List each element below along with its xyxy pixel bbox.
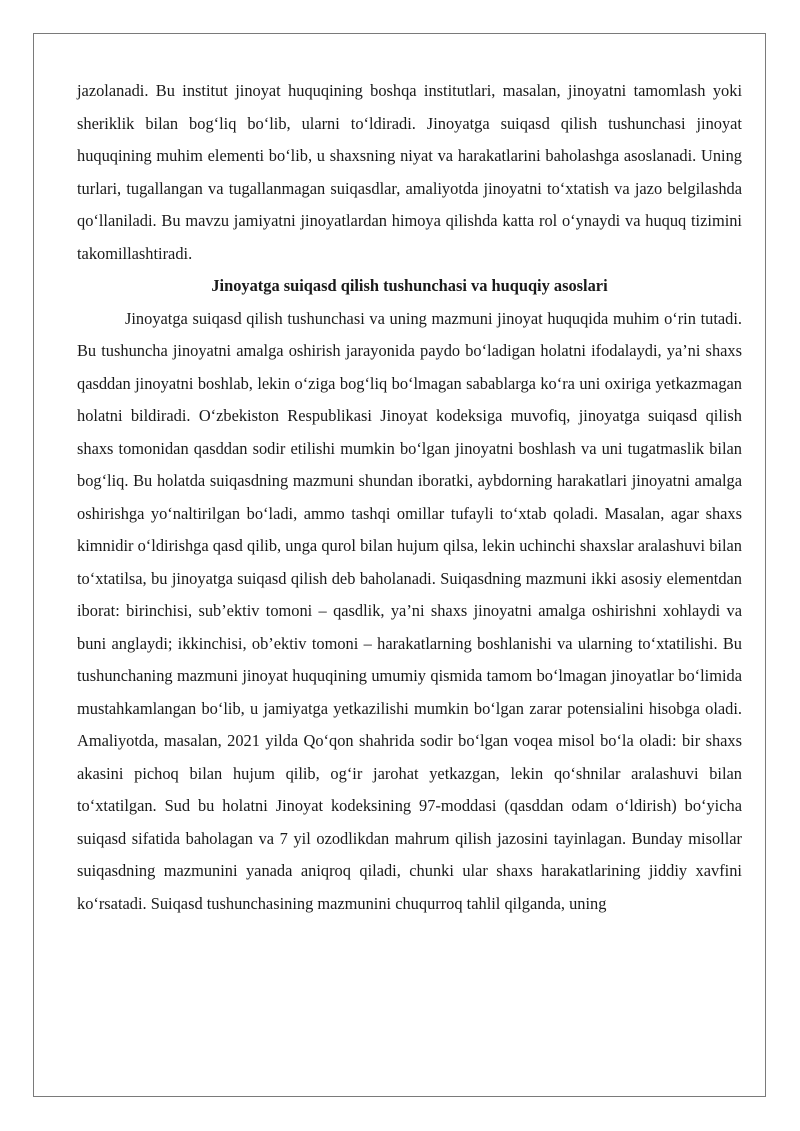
document-body xyxy=(77,75,742,920)
section-heading: Jinoyatga suiqasd qilish tushunchasi va huquqiy asoslari xyxy=(211,276,608,295)
paragraph-intro-continuation: jazolanadi. Bu institut jinoyat huquqining boshqa institutlari, masalan, jinoyatni tamomlash yoki sheriklik bilan bog‘liq bo‘lib, ularni to‘ldiradi. Jinoyatga suiqasd qilish tushunchasi jinoyat huquqining muhim elementi bo‘lib, u shaxsning niyat va harakatlarini baholashga asoslanadi. Uning turlari, tugallangan va tugallanmagan suiqasdlar, amaliyotda jinoyatni to‘xtatish va jazo belgilashda qo‘llaniladi. Bu mavzu jamiyatni jinoyatlardan himoya qilishda katta rol o‘ynaydi va huquq tizimini takomillashtiradi. xyxy=(77,81,742,263)
paragraph-main: Jinoyatga suiqasd qilish tushunchasi va uning mazmuni jinoyat huquqida muhim o‘rin tutadi. Bu tushuncha jinoyatni amalga oshirish jarayonida paydo bo‘ladigan holatni ifodalaydi, ya’ni shaxs qasddan jinoyatni boshlab, lekin o‘ziga bog‘liq bo‘lmagan sabablarga ko‘ra uni oxiriga yetkazmagan holatni bildiradi. O‘zbekiston Respublikasi Jinoyat kodeksiga muvofiq, jinoyatga suiqasd qilish shaxs tomonidan qasddan sodir etilishi mumkin bo‘lgan jinoyatni boshlash va uni tugatmaslik bilan bog‘liq. Bu holatda suiqasdning mazmuni shundan iboratki, aybdorning harakatlari jinoyatni amalga oshirishga yo‘naltirilgan bo‘ladi, ammo tashqi omillar tufayli to‘xtab qoladi. Masalan, agar shaxs kimnidir o‘ldirishga qasd qilib, unga qurol bilan hujum qilsa, lekin uchinchi shaxslar aralashuvi bilan to‘xtatilsa, bu jinoyatga suiqasd qilish deb baholanadi. Suiqasdning mazmuni ikki asosiy elementdan iborat: birinchisi, sub’ektiv tomoni – qasdlik, ya’ni shaxs jinoyatni amalga oshirishni xohlaydi va buni anglaydi; ikkinchisi, ob’ektiv tomoni – harakatlarning boshlanishi va ularning to‘xtatilishi. Bu tushunchaning mazmuni jinoyat huquqining umumiy qismida tamom bo‘lmagan jinoyatlar bo‘limida mustahkamlangan bo‘lib, u jamiyatga yetkazilishi mumkin bo‘lgan zarar potensialini hisobga oladi. Amaliyotda, masalan, 2021 yilda Qo‘qon shahrida sodir bo‘lgan voqea misol bo‘la oladi: bir shaxs akasini pichoq bilan hujum qilib, og‘ir jarohat yetkazgan, lekin qo‘shnilar aralashuvi bilan to‘xtatilgan. Sud bu holatni Jinoyat kodeksining 97-moddasi (qasddan odam o‘ldirish) bo‘yicha suiqasd sifatida baholagan va 7 yil ozodlikdan mahrum qilish jazosini tayinlagan. Bunday misollar suiqasdning mazmunini yanada aniqroq qiladi, chunki ular shaxs harakatlarining jiddiy xavfini ko‘rsatadi. Suiqasd tushunchasining mazmunini chuqurroq tahlil qilganda, uning xyxy=(77,308,742,913)
